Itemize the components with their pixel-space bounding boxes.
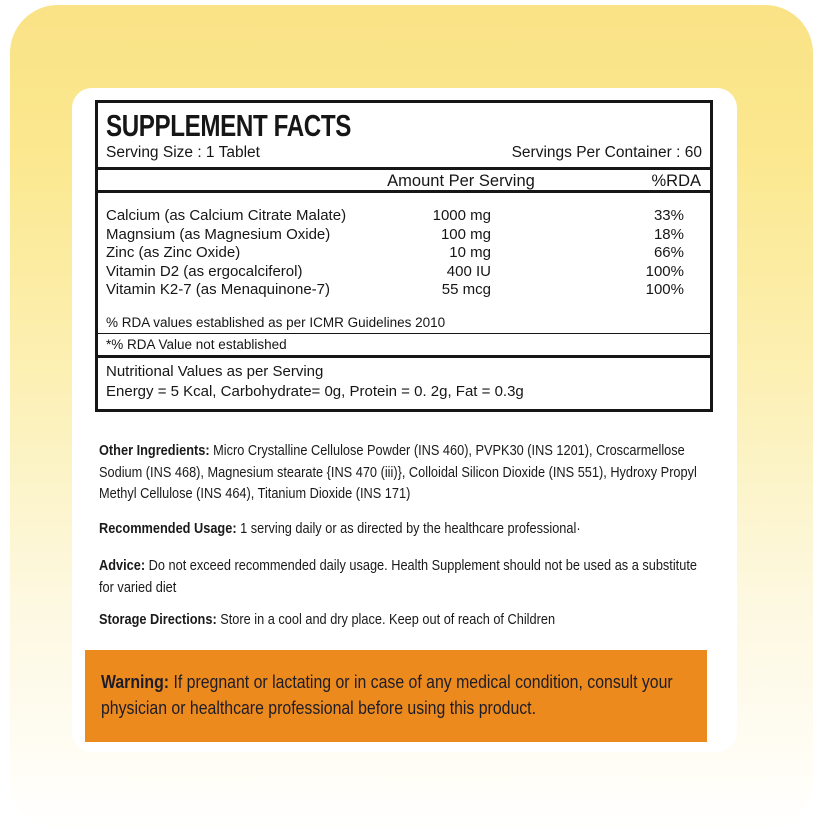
nutrient-amount: 400 IU [446, 262, 491, 280]
footnote-not-established: *% RDA Value not established [106, 336, 287, 352]
nutrient-rda: 100% [645, 262, 684, 280]
nutrient-rda: 100% [645, 281, 684, 299]
warning-banner [85, 650, 707, 742]
nutrient-name: Magnsium (as Magnesium Oxide) [106, 225, 331, 243]
warning-text: If pregnant or lactating or in case of any medical condition, consult your physician or healthcare professional before using this product. [101, 672, 673, 718]
table-row [106, 244, 702, 263]
table-row [106, 281, 702, 300]
table-row [106, 207, 702, 226]
serving-row [106, 143, 702, 167]
table-row [106, 263, 702, 282]
nutrient-amount: 100 mg [440, 225, 491, 243]
nutrient-amount: 1000 mg [432, 207, 491, 224]
warning-paragraph [101, 670, 696, 721]
nutrient-amount: 55 mcg [441, 281, 491, 299]
advice-label: Advice: [99, 558, 146, 574]
nutrient-name: Vitamin D2 (as ergocalciferol) [106, 262, 303, 280]
nutrient-name: Zinc (as Zinc Oxide) [106, 244, 241, 262]
advice-paragraph [99, 556, 715, 599]
serving-size: Serving Size : 1 Tablet [106, 144, 260, 161]
nutritional-values-title: Nutritional Values as per Serving [106, 362, 324, 380]
nutrient-name: Calcium (as Calcium Citrate Malate) [106, 207, 347, 224]
other-ingredients-text: Micro Crystalline Cellulose Powder (INS 460), PVPK30 (INS 1201), Croscarmellose Sodium (INS 468), Magnesium stearate {INS 470 (iii)}, Colloidal Silicon Dioxide (INS 551), Hydroxy Propyl Methyl Cellulose (INS 464), Titanium Dioxide (INS 171) [99, 443, 697, 502]
nutritional-values-block [98, 358, 710, 409]
facts-header [98, 103, 710, 170]
nutrient-rda: 18% [653, 225, 684, 243]
nutrient-name: Vitamin K2-7 (as Menaquinone-7) [106, 281, 331, 299]
footnote-rda-guidelines: % RDA values established as per ICMR Guidelines 2010 [98, 312, 710, 334]
amount-per-serving-header: Amount Per Serving [387, 172, 535, 190]
recommended-usage-label: Recommended Usage: [99, 521, 237, 537]
facts-title: SUPPLEMENT FACTS [106, 108, 351, 143]
other-ingredients-paragraph [99, 441, 715, 506]
storage-directions-label: Storage Directions: [99, 612, 217, 628]
other-ingredients-label: Other Ingredients: [99, 443, 210, 459]
nutrient-rda: 33% [653, 207, 684, 224]
footnotes [98, 312, 710, 358]
table-row [106, 226, 702, 245]
label-card [72, 88, 737, 752]
storage-directions-text: Store in a cool and dry place. Keep out of reach of Children [216, 612, 556, 628]
nutritional-values-line: Energy = 5 Kcal, Carbohydrate= 0g, Protein = 0. 2g, Fat = 0.3g [106, 382, 524, 400]
rda-header: %RDA [651, 172, 701, 190]
recommended-usage-text: 1 serving daily or as directed by the healthcare professional· [236, 521, 581, 537]
nutrient-amount: 10 mg [449, 244, 491, 262]
nutrient-rda: 66% [653, 244, 684, 262]
nutrient-rows [98, 193, 710, 312]
advice-text: Do not exceed recommended daily usage. Health Supplement should not be used as a substitute for varied diet [99, 558, 697, 596]
recommended-usage-paragraph [99, 519, 715, 541]
storage-directions-paragraph [99, 610, 715, 632]
column-headers-row [98, 170, 710, 193]
servings-per-container: Servings Per Container : 60 [511, 144, 702, 161]
warning-label: Warning: [101, 672, 170, 692]
supplement-facts-panel [95, 100, 713, 412]
